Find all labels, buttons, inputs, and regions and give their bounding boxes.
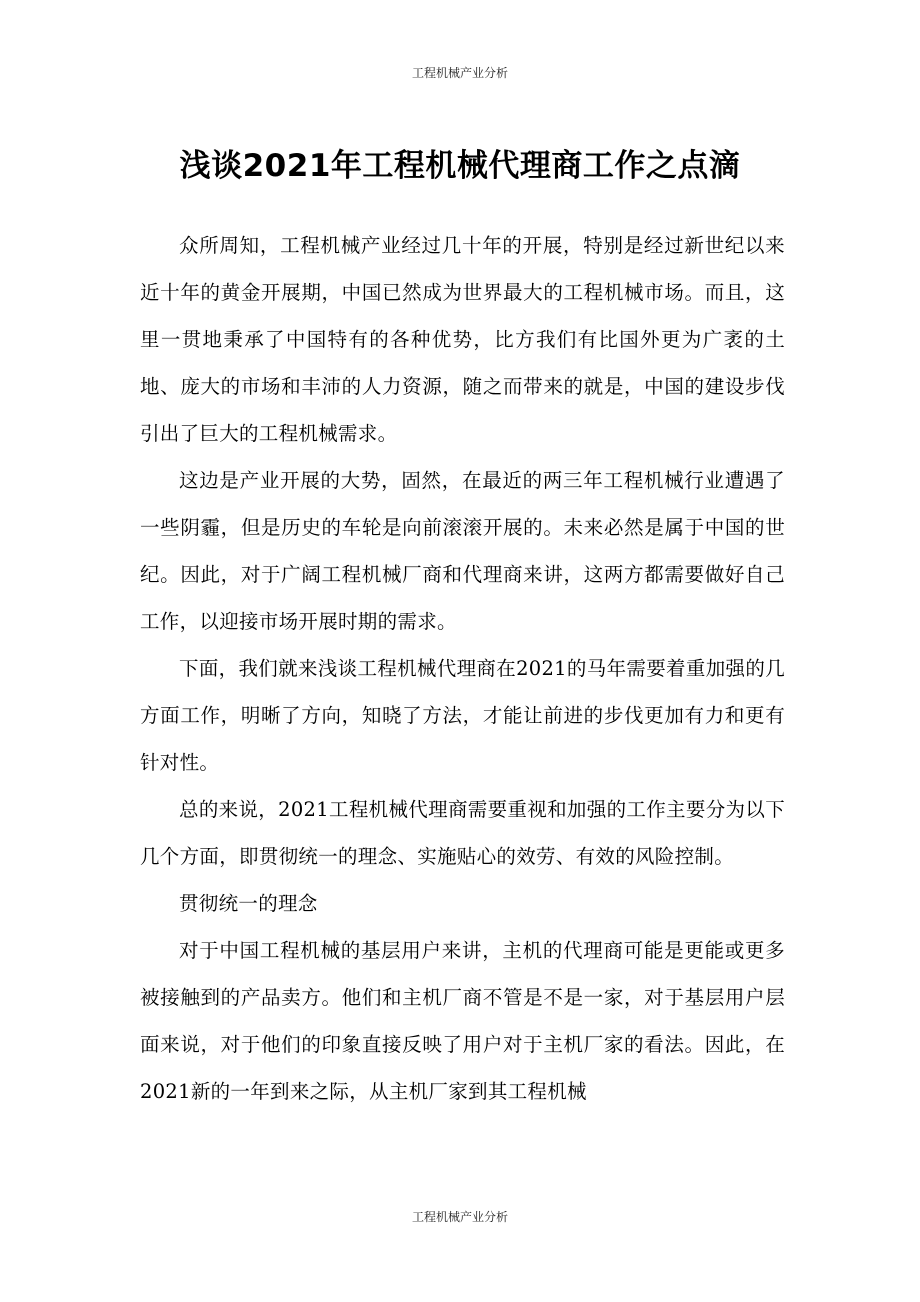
page-header: 工程机械产业分析 xyxy=(411,66,508,80)
section-heading: 贯彻统一的理念 xyxy=(179,892,318,915)
document-title: 浅谈2021年工程机械代理商工作之点滴 xyxy=(179,148,741,184)
paragraph-2: 这边是产业开展的大势，固然，在最近的两三年工程机械行业遭遇了一些阴霾，但是历史的车轮是向前滚滚开展的。未来必然是属于中国的世纪。因此，对于广阔工程机械厂商和代理商来讲，这两方都需要做好自己工作，以迎接市场开展时期的需求。 xyxy=(140,469,785,633)
paragraph-5: 对于中国工程机械的基层用户来讲，主机的代理商可能是更能或更多被接触到的产品卖方。他们和主机厂商不管是不是一家，对于基层用户层面来说，对于他们的印象直接反映了用户对于主机厂家的看法。因此，在2021新的一年到来之际，从主机厂家到其工程机械 xyxy=(140,939,785,1103)
paragraph-3: 下面，我们就来浅谈工程机械代理商在2021的马年需要着重加强的几方面工作，明晰了方向，知晓了方法，才能让前进的步伐更加有力和更有针对性。 xyxy=(140,657,785,774)
page-footer: 工程机械产业分析 xyxy=(411,1210,508,1224)
paragraph-1: 众所周知，工程机械产业经过几十年的开展，特别是经过新世纪以来近十年的黄金开展期，中国已然成为世界最大的工程机械市场。而且，这里一贯地秉承了中国特有的各种优势，比方我们有比国外更为广袤的土地、庞大的市场和丰沛的人力资源，随之而带来的就是，中国的建设步伐引出了巨大的工程机械需求。 xyxy=(140,234,785,445)
document-body xyxy=(140,222,785,1115)
paragraph-4: 总的来说，2021工程机械代理商需要重视和加强的工作主要分为以下几个方面，即贯彻统一的理念、实施贴心的效劳、有效的风险控制。 xyxy=(140,798,785,868)
